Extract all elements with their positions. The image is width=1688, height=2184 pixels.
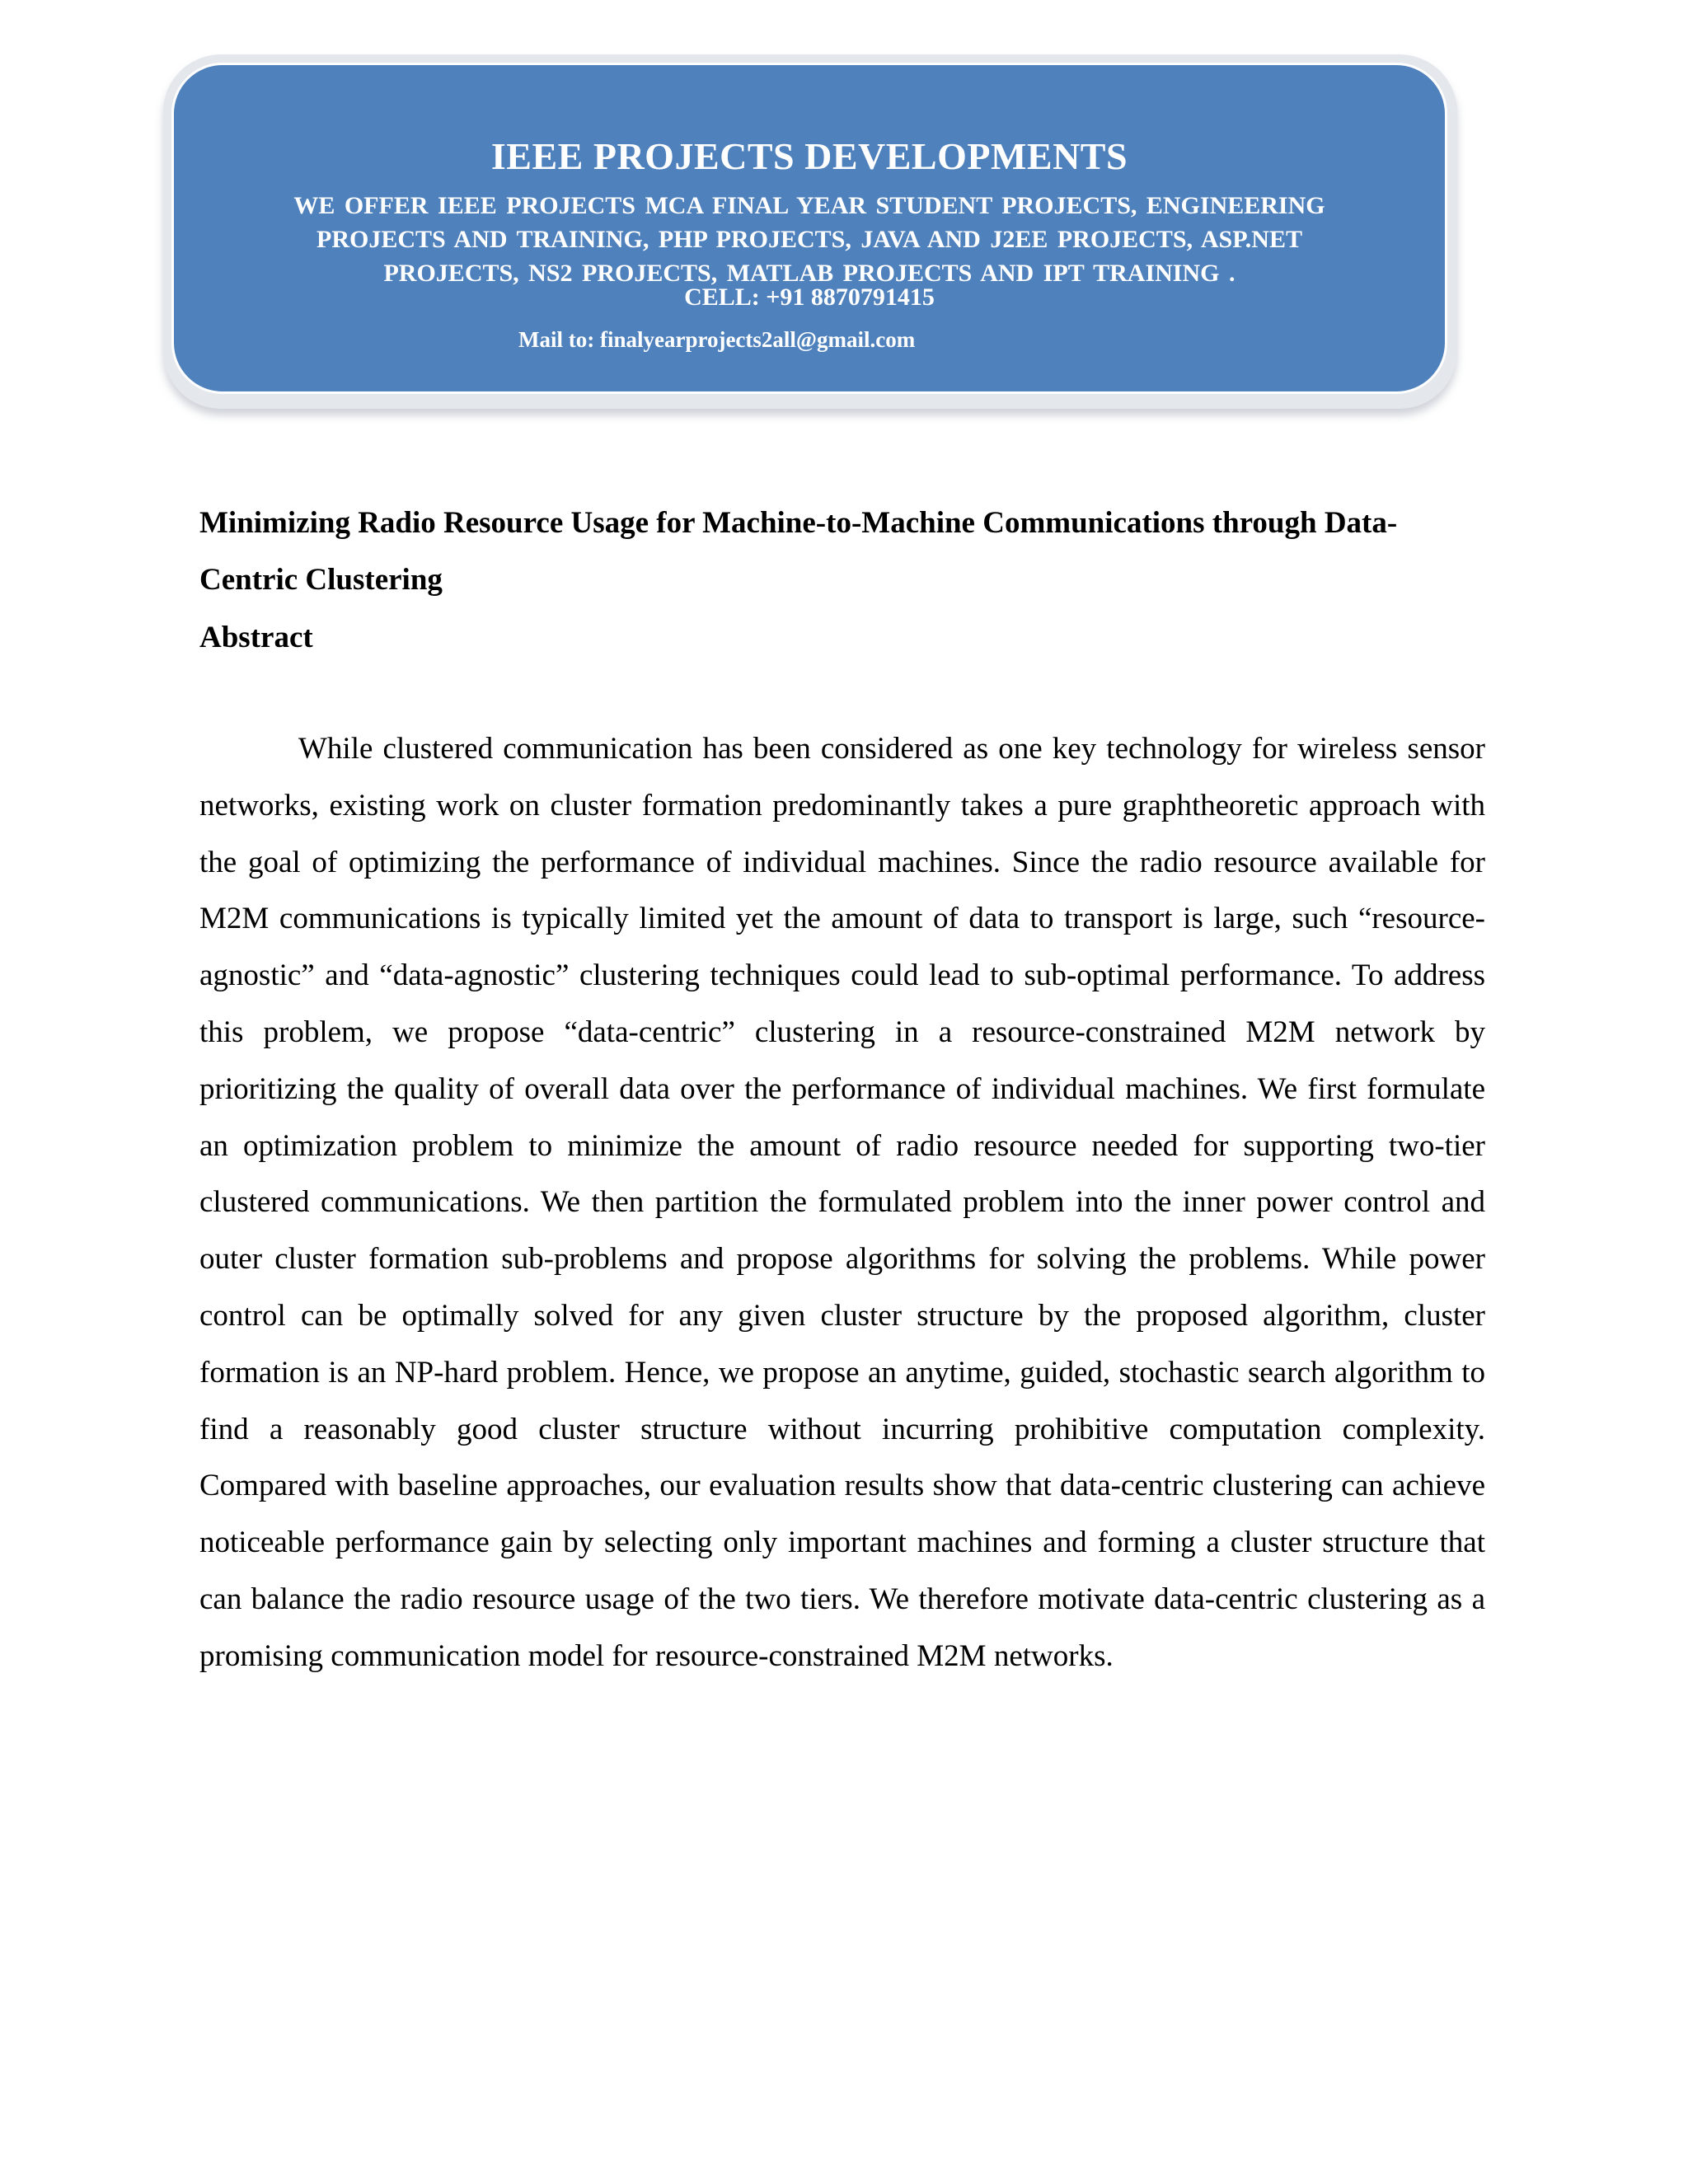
abstract-heading: Abstract — [199, 621, 313, 654]
banner-offer-text: WE OFFER IEEE PROJECTS MCA FINAL YEAR STUDENT PROJECTS, ENGINEERING PROJECTS AND TRAINING, PHP PROJECTS, JAVA AND J2EE PROJECTS, ASP.NET PROJECTS, NS2 PROJECTS, MATLAB PROJECTS AND IPT TRAINING . — [293, 192, 1325, 287]
abstract-body: While clustered communication has been considered as one key technology for wireless sensor networks, existing work on cluster formation predominantly takes a pure graphtheoretic approach with the goal of optimizing the performance of individual machines. Since the radio resource available for M2M communications is typically limited yet the amount of data to transport is large, such “resource-agnostic” and “data-agnostic” clustering techniques could lead to sub-optimal performance. To address this problem, we propose “data-centric” clustering in a resource-constrained M2M network by prioritizing the quality of overall data over the performance of individual machines. We first formulate an optimization problem to minimize the amount of radio resource needed for supporting two-tier clustered communications. We then partition the formulated problem into the inner power control and outer cluster formation sub-problems and propose algorithms for solving the problems. While power control can be optimally solved for any given cluster structure by the proposed algorithm, cluster formation is an NP-hard problem. Hence, we propose an anytime, guided, stochastic search algorithm to find a reasonably good cluster structure without incurring prohibitive computation complexity. Compared with baseline approaches, our evaluation results show that data-centric clustering can achieve noticeable performance gain by selecting only important machines and forming a cluster structure that can balance the radio resource usage of the two tiers. We therefore motivate data-centric clustering as a promising communication model for resource-constrained M2M networks. — [199, 732, 1485, 1673]
header-banner — [171, 63, 1447, 394]
paper-title: Minimizing Radio Resource Usage for Machine-to-Machine Communications through Data-Centric Clustering — [199, 506, 1398, 597]
banner-cell-number: CELL: +91 8870791415 — [684, 284, 935, 311]
banner-title: IEEE PROJECTS DEVELOPMENTS — [490, 135, 1128, 177]
banner-mail: Mail to: finalyearprojects2all@gmail.com — [518, 327, 916, 352]
